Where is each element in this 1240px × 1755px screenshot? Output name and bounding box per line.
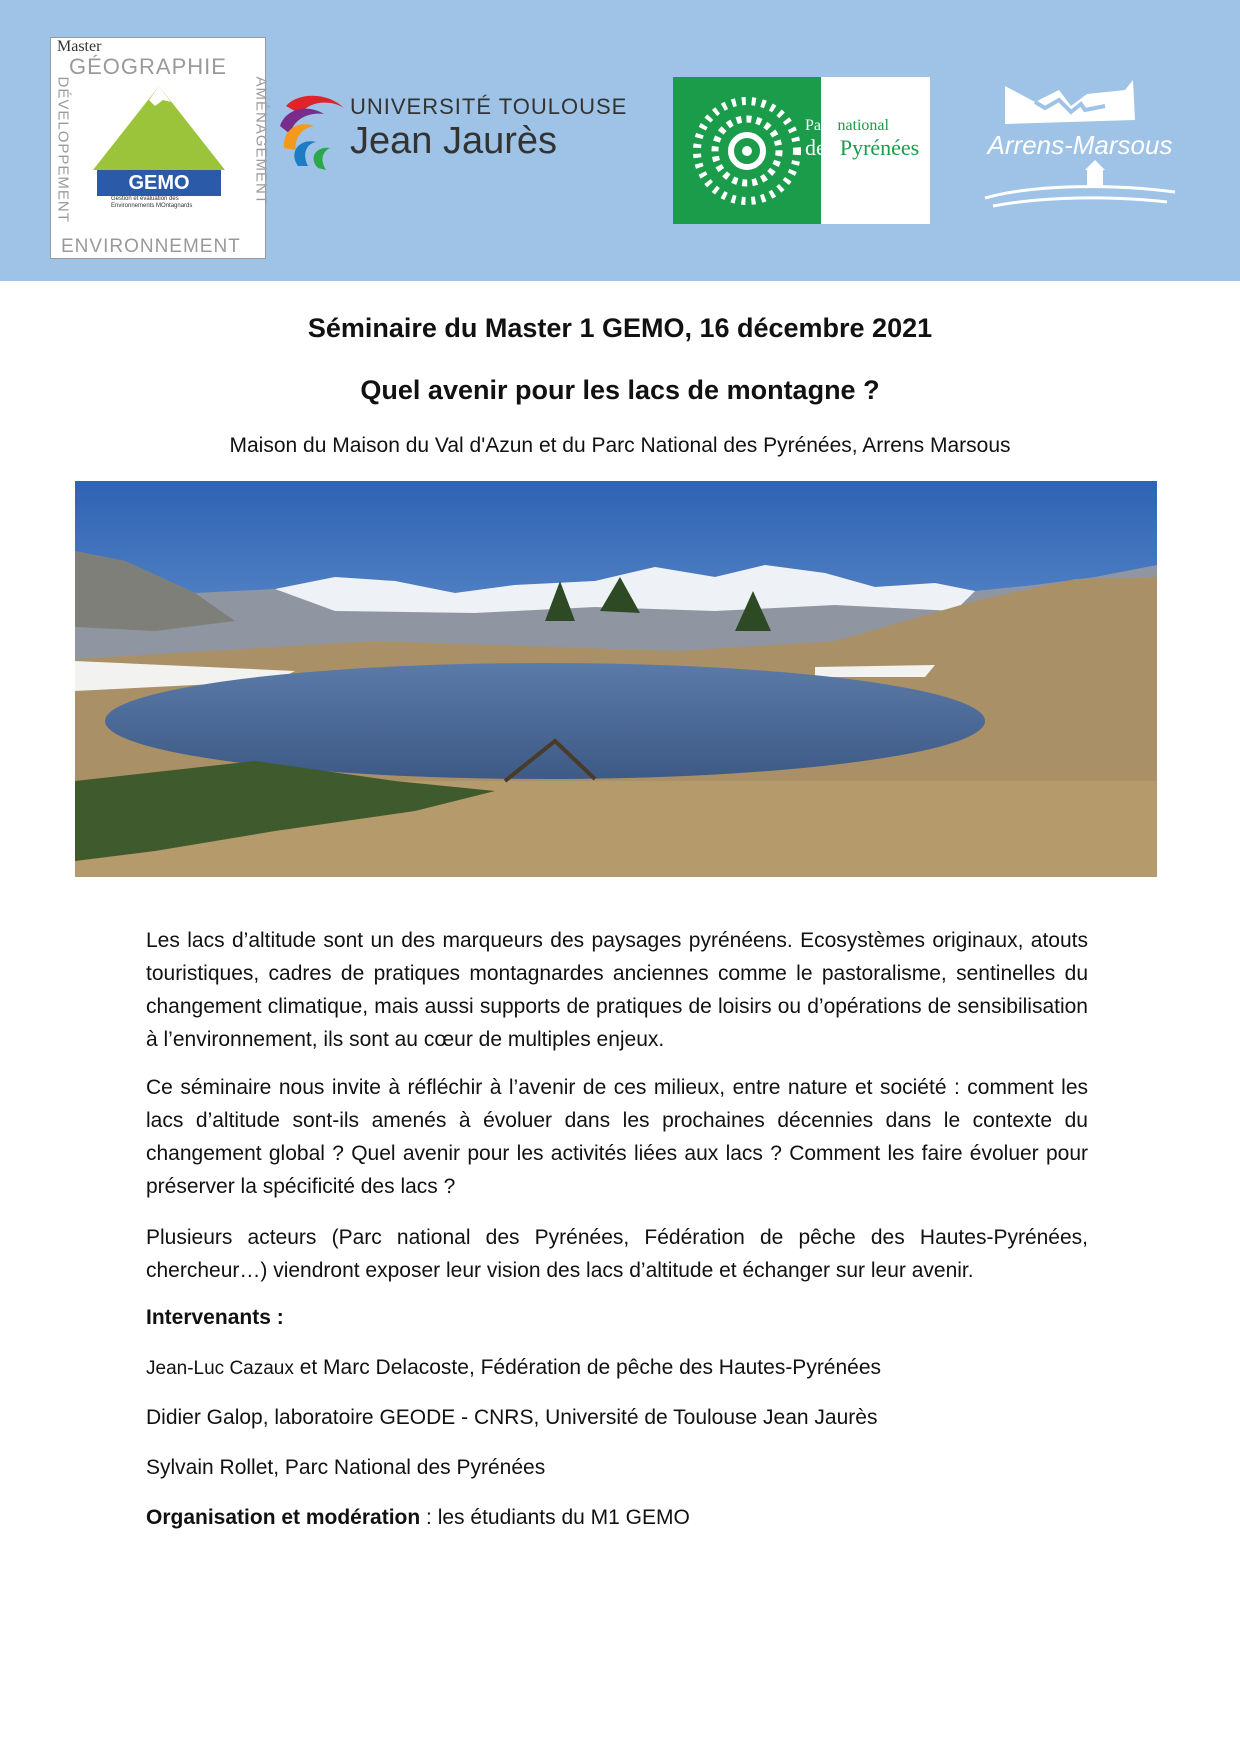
park-word-national: national <box>833 117 889 134</box>
park-word-des: des <box>805 135 835 160</box>
organisation-label: Organisation et modération <box>146 1506 421 1529</box>
university-logo <box>278 86 628 178</box>
logo-master-word: Master <box>57 38 102 55</box>
seminar-paragraph: Ce séminaire nous invite à réfléchir à l’avenir de ces milieux, entre nature et société : comment les lacs d’altitude sont-ils amenés à évoluer dans les prochaines décennies dans le contexte du changement global ? Quel avenir pour les activités liées aux lacs ? Comment les faire évoluer pour préserver la spécificité des lacs ? <box>146 1076 1088 1198</box>
speaker-line-3: Sylvain Rollet, Parc National des Pyrénées <box>146 1456 546 1479</box>
logo-geographie: GÉOGRAPHIE <box>69 54 227 79</box>
page-title: Séminaire du Master 1 GEMO, 16 décembre 2021 <box>307 313 933 343</box>
logo-amenagement: AMÉNAGEMENT <box>252 76 270 206</box>
park-name-line1 <box>805 117 889 135</box>
intro-paragraph: Les lacs d’altitude sont un des marqueurs des paysages pyrénéens. Ecosystèmes originaux, atouts touristiques, cadres de pratiques montagnardes anciennes comme le pastoralisme, sentinelles du changement climatique, mais aussi supports de pratiques de loisirs ou d’opérations de sensibilisation à l’environnement, ils sont au cœur de multiples enjeux. <box>146 929 1088 1051</box>
park-green-panel <box>673 77 821 224</box>
park-name-line2 <box>805 135 919 161</box>
logo-environnement: ENVIRONNEMENT <box>61 236 241 257</box>
arrens-marsous-logo <box>975 80 1185 212</box>
page-subtitle-question: Quel avenir pour les lacs de montagne ? <box>360 375 880 405</box>
mountain-icon <box>93 86 225 198</box>
speakers-heading: Intervenants : <box>146 1306 284 1329</box>
park-word-pyrenees: Pyrénées <box>834 135 920 160</box>
location-line: Maison du Maison du Val d'Azun et du Parc National des Pyrénées, Arrens Marsous <box>229 434 1011 457</box>
logo-developpement: DÉVELOPPEMENT <box>54 76 72 223</box>
university-emblem-icon <box>278 86 358 178</box>
university-name-line2: Jean Jaurès <box>350 120 558 162</box>
speaker-line-2: Didier Galop, laboratoire GEODE - CNRS, Université de Toulouse Jean Jaurès <box>146 1406 878 1429</box>
mountain-lake-photo <box>75 481 1157 877</box>
organisation-line <box>146 1506 1096 1530</box>
national-park-logo <box>673 77 930 224</box>
logo-gemo-subtitle: Gestion et évaluation des Environnements MOntagnards <box>111 196 193 209</box>
park-word-parc: Parc <box>805 117 834 134</box>
speaker-line-1-rest: et Marc Delacoste, Fédération de pêche des Hautes-Pyrénées <box>293 1356 882 1379</box>
town-name: Arrens-Marsous <box>987 130 1173 160</box>
speaker-line-1 <box>146 1356 1096 1380</box>
logo-gemo-acronym: GEMO <box>128 172 190 194</box>
university-name-line1: UNIVERSITÉ TOULOUSE <box>350 94 628 119</box>
master-gemo-logo <box>50 37 270 259</box>
actors-paragraph: Plusieurs acteurs (Parc national des Pyrénées, Fédération de pêche des Hautes-Pyrénées, chercheur…) viendront exposer leur vision des lacs d’altitude et échanger sur leur avenir. <box>146 1226 1088 1282</box>
organisation-text: : les étudiants du M1 GEMO <box>420 1506 690 1529</box>
spiral-icon <box>673 77 821 224</box>
header-banner <box>0 0 1240 281</box>
speaker-name-cazaux: Jean-Luc Cazaux <box>146 1358 294 1379</box>
